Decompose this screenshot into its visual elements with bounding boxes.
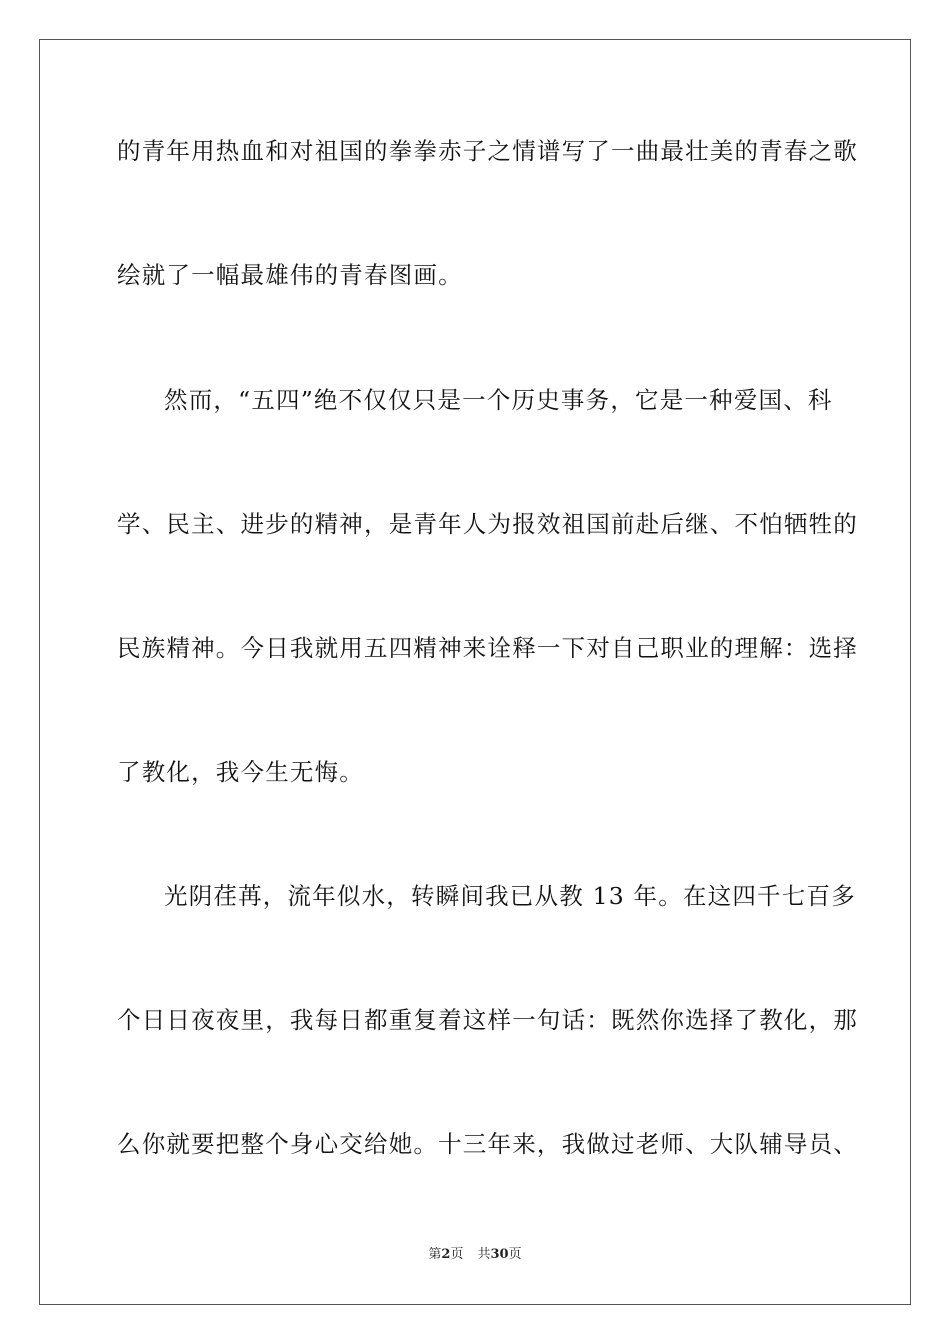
body-line-4: 学、民主、进步的精神，是青年人为报效祖国前赴后继、不怕牺牲的 [117,510,858,538]
total-suffix: 页 [508,1247,522,1262]
page-frame [39,39,911,1305]
body-line-9: 么你就要把整个身心交给她。十三年来，我做过老师、大队辅导员、 [117,1130,858,1158]
page-prefix: 第 [428,1247,442,1262]
page-number: 2 [441,1247,451,1262]
body-line-5: 民族精神。今日我就用五四精神来诠释一下对自己职业的理解：选择 [117,634,858,662]
body-line-3: 然而，“五四”绝不仅仅只是一个历史事务，它是一种爱国、科 [164,386,833,414]
page-suffix: 页 [450,1247,464,1262]
total-pages: 30 [490,1247,509,1262]
body-line-1: 的青年用热血和对祖国的拳拳赤子之情谱写了一曲最壮美的青春之歌 [117,137,858,165]
body-line-2: 绘就了一幅最雄伟的青春图画。 [117,261,463,289]
body-line-7: 光阴荏苒，流年似水，转瞬间我已从教 13 年。在这四千七百多 [164,882,856,910]
body-line-6: 了教化，我今生无悔。 [117,758,364,786]
body-line-8: 个日日夜夜里，我每日都重复着这样一句话：既然你选择了教化，那 [117,1006,858,1034]
total-prefix: 共 [477,1247,491,1262]
page-footer [0,1246,950,1264]
